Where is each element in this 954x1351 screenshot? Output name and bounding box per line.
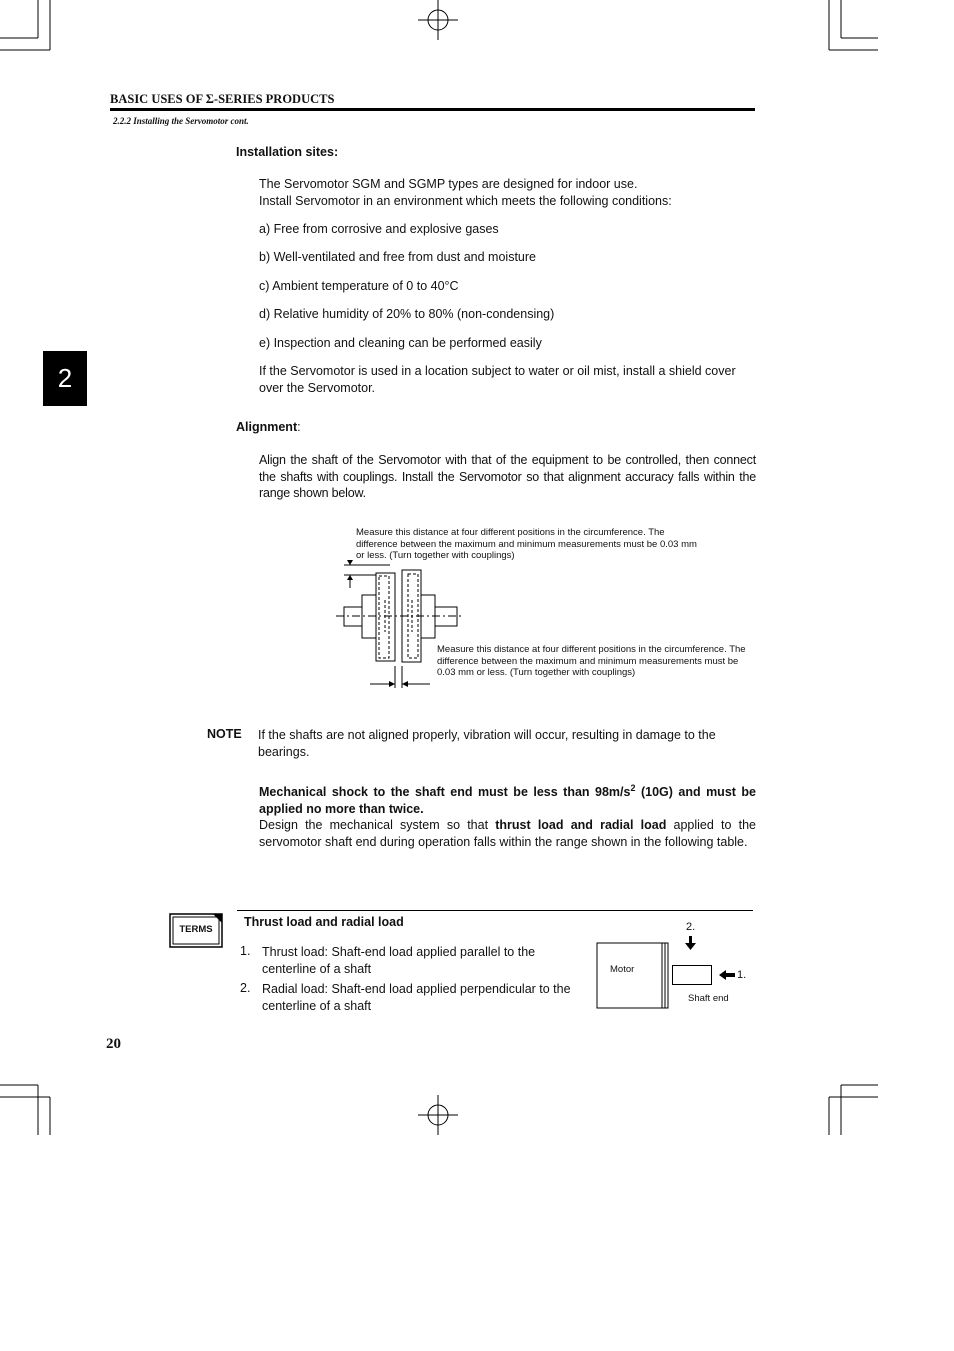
radial-load-arrow-icon bbox=[684, 936, 698, 952]
header-title: BASIC USES OF Σ-SERIES PRODUCTS bbox=[110, 92, 335, 106]
figure-note-bottom: Measure this distance at four different positions in the circumference. The difference between the maximum and minimum measurements must be 0.03 mm or less. (Turn together with couplings) bbox=[437, 644, 746, 678]
shock-warning bbox=[259, 784, 756, 817]
terms-item-2-text: Radial load: Shaft-end load applied perpendicular to the centerline of a shaft bbox=[262, 982, 571, 1013]
condition-a: a) Free from corrosive and explosive gases bbox=[259, 222, 499, 236]
motor-label: Motor bbox=[610, 964, 635, 975]
terms-item-1-number: 1. bbox=[240, 944, 251, 958]
design-text-post: applied to the servomotor shaft end during operation falls within the range shown in the following table. bbox=[259, 818, 756, 849]
shield-note: If the Servomotor is used in a location subject to water or oil mist, install a shield cover over the Servomotor. bbox=[259, 364, 736, 395]
alignment-heading-text: Alignment bbox=[236, 420, 298, 434]
alignment-text: Align the shaft of the Servomotor with that of the equipment to be controlled, then connect the shafts with couplings. Install the Servomotor so that alignment accuracy falls within the range shown below. bbox=[259, 453, 756, 500]
design-text bbox=[259, 817, 756, 850]
terms-icon-label: TERMS bbox=[179, 924, 213, 935]
terms-item-2-number: 2. bbox=[240, 981, 251, 995]
condition-e: e) Inspection and cleaning can be performed easily bbox=[259, 336, 542, 350]
installation-heading: Installation sites: bbox=[236, 145, 339, 159]
shaft-end bbox=[672, 965, 712, 985]
shock-warning-part2: (10G) and must be applied no more than twice. bbox=[259, 785, 756, 816]
section-subtitle: 2.2.2 Installing the Servomotor cont. bbox=[113, 116, 249, 126]
alignment-heading-colon: : bbox=[297, 420, 301, 434]
installation-intro-1: The Servomotor SGM and SGMP types are designed for indoor use. bbox=[259, 177, 638, 191]
design-text-bold: thrust load and radial load bbox=[495, 818, 667, 832]
thrust-load-arrow-icon bbox=[718, 969, 736, 981]
coupling-alignment-diagram bbox=[330, 560, 470, 695]
condition-d: d) Relative humidity of 20% to 80% (non-condensing) bbox=[259, 307, 555, 321]
design-text-pre: Design the mechanical system so that bbox=[259, 818, 496, 832]
shock-warning-superscript: 2 bbox=[630, 782, 636, 793]
installation-intro-2: Install Servomotor in an environment which meets the following conditions: bbox=[259, 194, 672, 208]
terms-heading: Thrust load and radial load bbox=[244, 915, 404, 929]
terms-rule bbox=[237, 910, 753, 911]
header-rule bbox=[110, 108, 755, 111]
thrust-arrow-label: 1. bbox=[737, 969, 747, 981]
shaft-end-label: Shaft end bbox=[688, 993, 729, 1004]
terms-item-1-text: Thrust load: Shaft-end load applied parallel to the centerline of a shaft bbox=[262, 945, 536, 976]
condition-b: b) Well-ventilated and free from dust and moisture bbox=[259, 250, 536, 264]
note-label: NOTE bbox=[207, 727, 242, 741]
condition-c: c) Ambient temperature of 0 to 40°C bbox=[259, 279, 459, 293]
motor-diagram bbox=[596, 938, 676, 1010]
note-text: If the shafts are not aligned properly, vibration will occur, resulting in damage to the bearings. bbox=[258, 728, 716, 759]
radial-arrow-label: 2. bbox=[686, 921, 696, 933]
chapter-tab: 2 bbox=[43, 351, 87, 406]
alignment-heading bbox=[236, 420, 301, 434]
shock-warning-part1: Mechanical shock to the shaft end must be less than 98m/s bbox=[259, 785, 631, 799]
page-number: 20 bbox=[106, 1036, 121, 1052]
figure-note-top: Measure this distance at four different positions in the circumference. The difference between the maximum and minimum measurements must be 0.03 mm or less. (Turn together with couplings) bbox=[356, 527, 697, 561]
